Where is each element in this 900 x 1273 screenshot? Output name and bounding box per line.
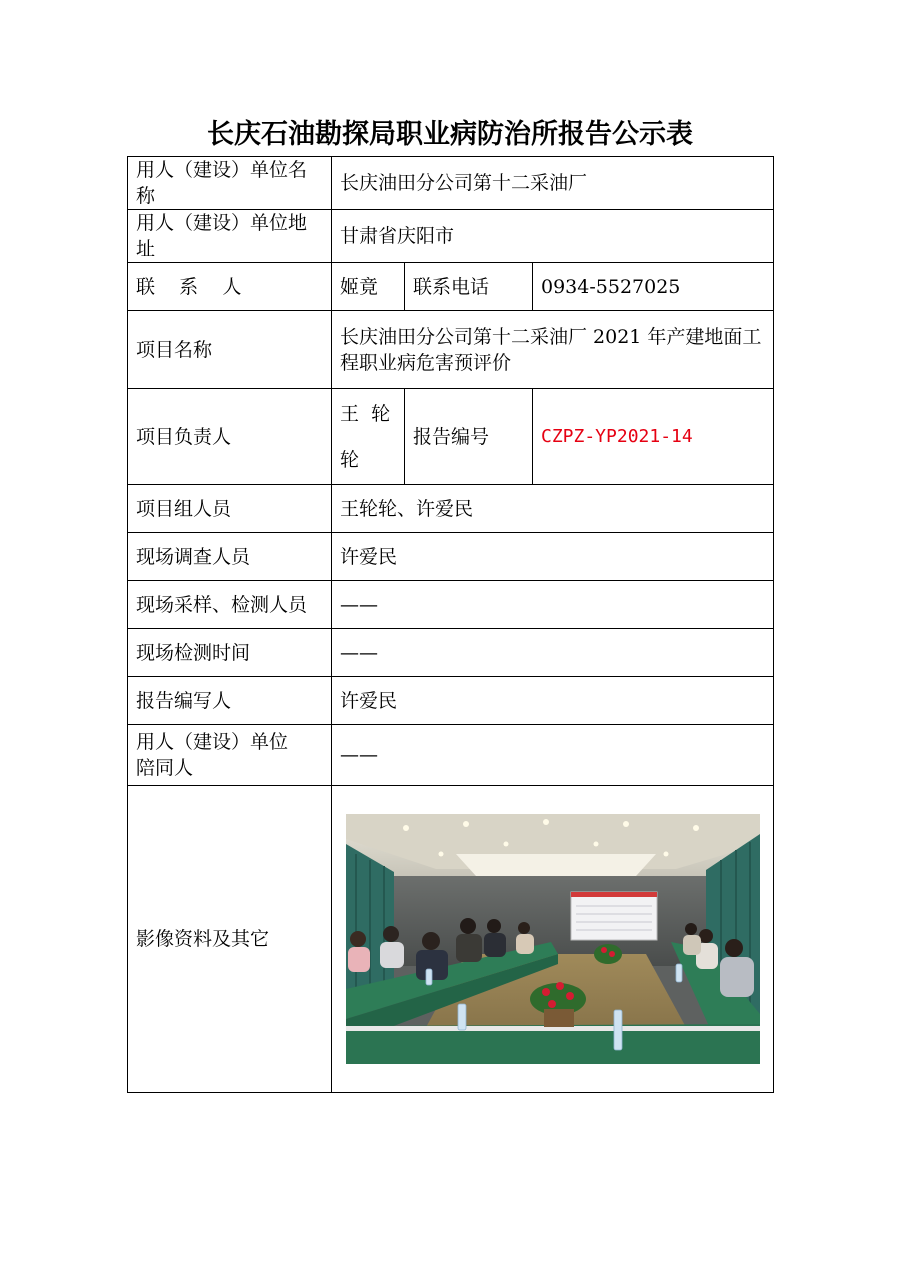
unit-name-value: 长庆油田分公司第十二采油厂 (332, 157, 774, 210)
row-escort (128, 725, 774, 786)
row-project-lead (128, 389, 774, 485)
project-lead-value: 王 轮 轮 (332, 389, 405, 485)
row-sampling (128, 581, 774, 629)
row-unit-name (128, 157, 774, 210)
row-contact (128, 263, 774, 311)
project-lead-label: 项目负责人 (128, 389, 332, 485)
contact-value: 姬竟 (332, 263, 405, 311)
media-cell (332, 786, 774, 1093)
report-no-label: 报告编号 (405, 389, 533, 485)
survey-value: 许爱民 (332, 533, 774, 581)
row-project-name (128, 311, 774, 389)
meeting-photo-illustration (346, 814, 760, 1064)
page-title: 长庆石油勘探局职业病防治所报告公示表 (207, 119, 693, 150)
test-time-label: 现场检测时间 (128, 629, 332, 677)
unit-name-label: 用人（建设）单位名称 (128, 157, 332, 210)
sampling-label: 现场采样、检测人员 (128, 581, 332, 629)
phone-value: 0934-5527025 (533, 263, 774, 311)
test-time-value: —— (332, 629, 774, 677)
escort-value: —— (332, 725, 774, 786)
unit-address-label: 用人（建设）单位地址 (128, 210, 332, 263)
meeting-photo (346, 814, 760, 1064)
row-team (128, 485, 774, 533)
project-name-value: 长庆油田分公司第十二采油厂 2021 年产建地面工程职业病危害预评价 (332, 311, 774, 389)
row-media (128, 786, 774, 1093)
phone-label: 联系电话 (405, 263, 533, 311)
escort-label: 用人（建设）单位陪同人 (128, 725, 332, 786)
writer-value: 许爱民 (332, 677, 774, 725)
report-table (127, 156, 774, 1093)
row-unit-address (128, 210, 774, 263)
contact-label: 联 系 人 (128, 263, 332, 311)
team-label: 项目组人员 (128, 485, 332, 533)
row-writer (128, 677, 774, 725)
project-name-label: 项目名称 (128, 311, 332, 389)
media-label: 影像资料及其它 (128, 786, 332, 1093)
row-survey (128, 533, 774, 581)
team-value: 王轮轮、许爱民 (332, 485, 774, 533)
report-no-value: CZPZ-YP2021-14 (533, 389, 774, 485)
survey-label: 现场调查人员 (128, 533, 332, 581)
writer-label: 报告编写人 (128, 677, 332, 725)
row-test-time (128, 629, 774, 677)
unit-address-value: 甘肃省庆阳市 (332, 210, 774, 263)
sampling-value: —— (332, 581, 774, 629)
